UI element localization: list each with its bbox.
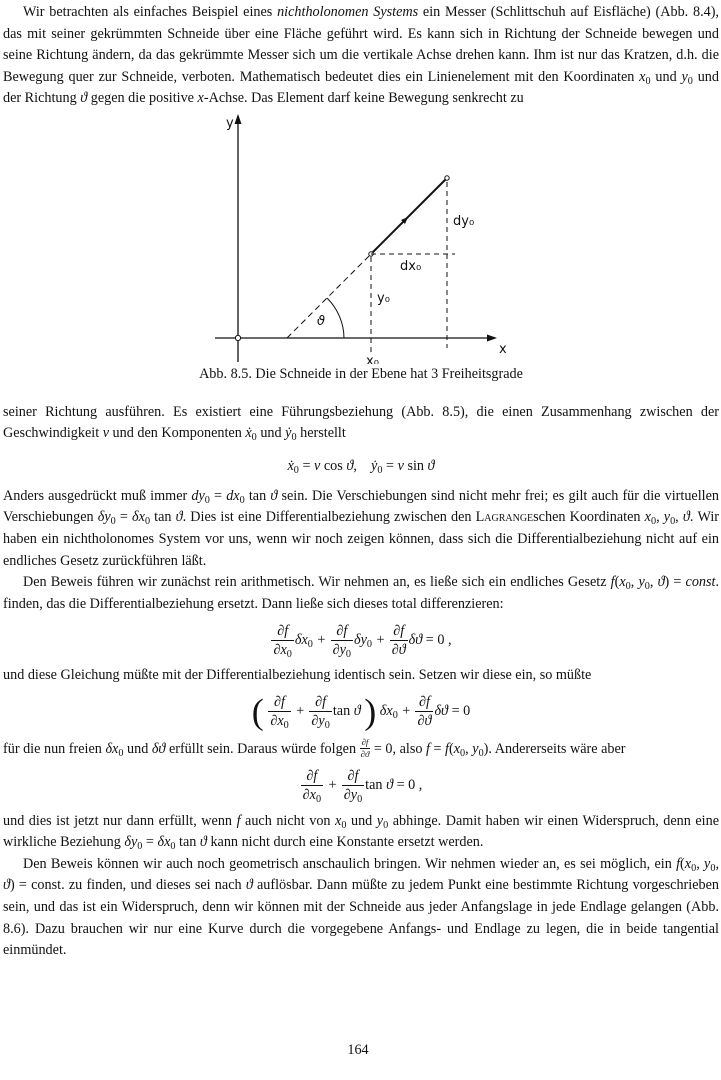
paragraph-3: Anders ausgedrückt muß immer $dy_0 = dx_0$ tan ϑ sein. Die Verschiebungen sind nicht mehr frei; es gilt auch für die virtuellen Verschiebungen $\delta y_0 = \delta x_0$ tan ϑ. Dies ist eine Differentialbeziehung zwischen den Lagrangeschen Koordinaten $x_0$, $y_0$, ϑ. Wir haben ein nichtholonomes System vor uns, wenn wir noch zeigen können, dass sich die Differentialbeziehung nicht auf ein endliches Gesetz zurückführen läßt. [3,487,719,569]
label-y: y [226,115,234,131]
paragraph-8: Den Beweis können wir auch noch geometrisch anschaulich bringen. Wir nehmen wieder an, es sei möglich, ein $f(x_0$, $y_0$, ϑ) = const. zu finden, und dieses sei nach ϑ auflösbar. Dann müßte zu jedem Punkt eine bestimmte Richtung vorgeschrieben sein, und das ist ein Widerspruch, denn wir können mit der Schneide aus jeder Anfangslage in jede Endlage gelangen (Abb. 8.6). Dazu brauchen wir nur eine Kurve durch die vorgegebene Anfangs- und Endlage zu legen, die in beide tangential einmündet. [3,855,720,959]
page [3,2,719,962]
paragraph-5: und diese Gleichung müßte mit der Differentialbeziehung identisch sein. Setzen wir diese ein, so müßte [3,667,592,684]
origin-point [235,335,240,340]
equation-remaining: $\frac{\partial f}{\partial x_0}$ + $\frac{\partial f}{\partial y_0}$ tan ϑ = 0 , [302,768,423,806]
paragraph-2: seiner Richtung ausführen. Es existiert eine Führungsbeziehung (Abb. 8.5), die einen Zusammenhang zwischen der Geschwindigkeit v und den Komponenten ẋ$_0$ und ẏ$_0$ herstellt [3,403,719,444]
paragraph-1: Wir betrachten als einfaches Beispiel eines nichtholonomen Systems ein Messer (Schlittschuh auf Eisfläche) (Abb. 8.4), das mit seiner gekrümmten Schneide über eine Fläche geführt wird. Es kann sich in Richtung der Schneide bewegen und seine Richtung ändern, da das gekrümmte Messer sich um die vertikale Achse drehen kann. Ihm ist nur das Kratzen, d.h. die Bewegung quer zur Schneide, verboten. Mathematisch bedeutet dies ein Linienelement mit den Koordinaten $x_0$ und $y_0$ und der Richtung ϑ gegen die positive x-Achse. Das Element darf keine Bewegung senkrecht zu [3,4,719,107]
paragraph-6: für die nun freien $\delta x_0$ und δϑ erfüllt sein. Daraus würde folgen $\frac{\partial f}{\partial ϑ}$ = 0, also $f = f(x_0$, $y_0$). Andererseits wäre aber [3,736,626,760]
blade-line [371,178,447,254]
label-y0: y₀ [377,290,390,306]
label-theta: ϑ [317,313,326,329]
figure-8-5 [3,112,719,364]
figure-diagram [3,112,719,364]
equation-velocity: ẋ$_0$ = v cos ϑ, ẏ$_0$ = v sin ϑ [287,457,435,476]
equation-substituted: ( $\frac{\partial f}{\partial x_0}$ + $\frac{\partial f}{\partial y_0}$ tan ϑ ) $\delta x_0$ + $\frac{\partial f}{\partial ϑ}$ δϑ = 0 [251,691,471,732]
page-number: 164 [347,1042,369,1058]
y-axis-arrow [235,114,242,124]
figure-caption: Abb. 8.5. Die Schneide in der Ebene hat 3 Freiheitsgrade [199,365,523,382]
end-point [445,176,449,180]
paragraph-4: Den Beweis führen wir zunächst rein arithmetisch. Wir nehmen an, es ließe sich ein endliches Gesetz $f(x_0$, $y_0$, ϑ) = const. finden, das die Differentialbeziehung ersetzt. Dann ließe sich dieses total differenzieren: [3,574,720,612]
label-x0: x₀ [366,353,379,364]
label-dy0: dy₀ [453,213,475,229]
emphasis-nichtholonomen: nichtholonomen Systems [277,4,419,20]
label-dx0: dx₀ [400,258,422,274]
x-axis-arrow [487,334,497,341]
extension-line [287,254,371,338]
paragraph-7: und dies ist jetzt nur dann erfüllt, wenn f auch nicht von $x_0$ und $y_0$ abhinge. Damit haben wir einen Widerspruch, denn eine wirkliche Beziehung $\delta y_0 = \delta x_0$ tan ϑ kann nicht durch eine Konstante ersetzt werden. [3,812,719,853]
equation-total-differential: $\frac{\partial f}{\partial x_0}$ $\delta x_0$ + $\frac{\partial f}{\partial y_0}$ $\delta y_0$ + $\frac{\partial f}{\partial ϑ}$ δϑ = 0 , [273,622,452,660]
theta-arc [327,298,344,338]
label-x: x [499,341,507,357]
